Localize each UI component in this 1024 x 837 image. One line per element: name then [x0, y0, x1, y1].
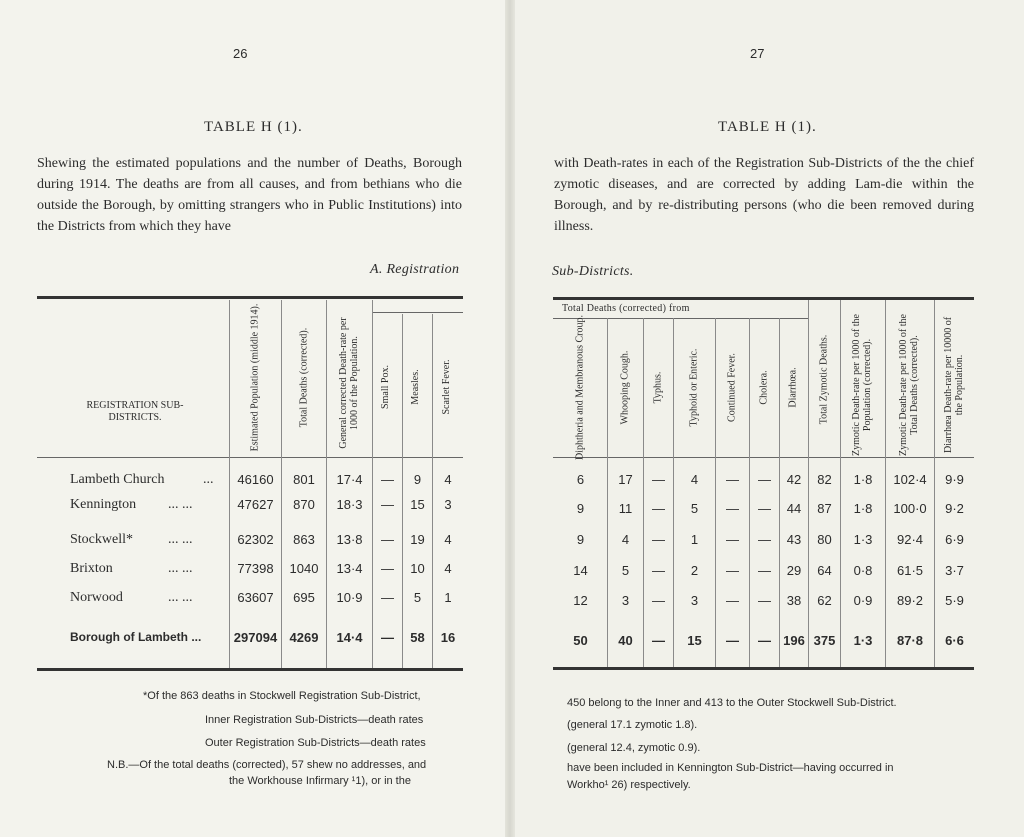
cell-population: 47627 [237, 497, 274, 512]
cell-zymotic-total-rate: 92·4 [896, 532, 924, 547]
cell-diphtheria: 9 [576, 501, 585, 516]
cell-scarlet: 3 [444, 497, 452, 512]
cell-zymotic-rate: 0·8 [853, 563, 873, 578]
district-name: Kennington [70, 497, 137, 512]
cell-diarrhoea-rate: 3·7 [945, 563, 964, 578]
cell-cholera: — [758, 472, 771, 487]
footnote-left-1: *Of the 863 deaths in Stockwell Registration Sub-District, [143, 690, 421, 702]
cell-measles: 19 [410, 532, 425, 547]
right-page [510, 0, 1024, 837]
cell-zymotic-total-rate: 87·8 [896, 633, 924, 648]
left-page [0, 0, 510, 837]
cell-measles: 5 [413, 590, 422, 605]
leader-dots: ... ... [168, 561, 193, 576]
cell-rate: 18·3 [336, 497, 363, 512]
cell-deaths: 801 [293, 472, 315, 487]
table-bottom-rule-left [37, 668, 463, 671]
header-diphtheria: Diphtheria and Membranous Croup. [574, 315, 586, 460]
district-name: Borough of Lambeth ... [70, 630, 202, 644]
cell-zymotic-total-rate: 89·2 [896, 593, 924, 608]
table-title-right: TABLE H (1). [718, 119, 817, 135]
cell-diarrhoea: 43 [786, 532, 802, 547]
header-small-pox: Small Pox. [380, 365, 391, 409]
header-diarrhoea-rate: Diarrhœa Death-rate per 10000 of the Population. [943, 316, 965, 454]
cell-typhus: — [652, 563, 665, 578]
cell-cholera: — [758, 593, 771, 608]
cell-diarrhoea-rate: 6·6 [945, 633, 964, 648]
cell-continued: — [726, 563, 739, 578]
header-districts: REGISTRATION SUB-DISTRICTS. [86, 400, 184, 423]
cell-deaths: 4269 [289, 630, 319, 645]
leader-dots: ... [203, 472, 214, 487]
cell-diphtheria: 50 [573, 633, 588, 648]
district-name: Norwood [70, 590, 123, 605]
col-sep [607, 318, 608, 667]
cell-small-pox: — [381, 561, 394, 576]
page-number-right: 27 [750, 46, 765, 61]
intro-right: with Death-rates in each of the Registration Sub-Districts of the the chief zymotic diseases, and are corrected by adding Lam-die within the Borough, and by re-distributing persons (who die been removed during illness. [554, 156, 974, 234]
col-sep [749, 318, 750, 667]
col-sep [673, 318, 674, 667]
book-gutter [505, 0, 515, 837]
cell-typhoid: 1 [690, 532, 699, 547]
footnote-right-4: have been included in Kennington Sub-District—having occurred in [567, 762, 894, 774]
cell-population: 46160 [237, 472, 274, 487]
cell-diarrhoea: 196 [783, 633, 805, 648]
cell-measles: 58 [410, 630, 425, 645]
table-bottom-rule-right [553, 667, 974, 670]
district-name: Lambeth Church [70, 472, 165, 487]
footnote-left-5: the Workhouse Infirmary ¹1), or in the [229, 775, 411, 787]
cell-typhus: — [652, 472, 665, 487]
cell-whooping: 40 [618, 633, 633, 648]
cell-deaths: 1040 [289, 561, 319, 576]
cell-measles: 9 [413, 472, 422, 487]
cell-population: 297094 [233, 630, 278, 645]
cell-small-pox: — [381, 630, 394, 645]
cell-continued: — [726, 472, 739, 487]
cell-total-zymotic: 80 [817, 532, 832, 547]
col-sep [402, 314, 403, 668]
cell-rate: 13·4 [336, 561, 363, 576]
col-sep [432, 314, 433, 668]
header-continued-fever: Continued Fever. [726, 353, 738, 422]
cell-total-zymotic: 62 [817, 593, 832, 608]
cell-scarlet: 16 [440, 630, 456, 645]
cell-diphtheria: 12 [573, 593, 588, 608]
district-name: Brixton [70, 561, 113, 576]
leader-dots: ... ... [168, 497, 193, 512]
header-scarlet-fever: Scarlet Fever. [441, 359, 452, 415]
cell-continued: — [726, 633, 739, 648]
cell-scarlet: 4 [444, 472, 452, 487]
header-total-deaths: Total Deaths (corrected). [298, 327, 310, 428]
cell-diphtheria: 9 [576, 532, 585, 547]
cell-zymotic-rate: 0·9 [853, 593, 873, 608]
cell-zymotic-total-rate: 61·5 [896, 563, 924, 578]
cell-diarrhoea: 29 [786, 563, 802, 578]
page-number-left: 26 [233, 46, 248, 61]
group-header-rule [553, 318, 808, 319]
cell-small-pox: — [381, 472, 394, 487]
cell-cholera: — [758, 633, 771, 648]
header-population: Estimated Population (middle 1914). [249, 303, 261, 452]
cell-whooping: 4 [621, 532, 630, 547]
cell-total-zymotic: 375 [813, 633, 836, 648]
cell-zymotic-total-rate: 102·4 [893, 472, 927, 487]
cell-typhus: — [652, 532, 665, 547]
cell-diarrhoea-rate: 6·9 [945, 532, 964, 547]
cell-zymotic-rate: 1·3 [853, 532, 873, 547]
cell-deaths: 863 [293, 532, 315, 547]
footnote-left-4: N.B.—Of the total deaths (corrected), 57 shew no addresses, and [107, 759, 427, 771]
district-name: Stockwell* [70, 532, 133, 547]
cell-typhus: — [652, 501, 665, 516]
cell-rate: 13·8 [336, 532, 363, 547]
leader-dots: ... ... [168, 532, 193, 547]
cell-deaths: 870 [293, 497, 315, 512]
intro-left: Shewing the estimated populations and the number of Deaths, Borough during 1914. The deaths are from all causes, and from bethians who die outside the Borough, by omitting strangers who in Public Institutions) into the Districts from which they have [37, 156, 462, 234]
cell-diarrhoea-rate: 5·9 [945, 593, 964, 608]
cell-whooping: 3 [621, 593, 630, 608]
header-measles: Measles. [410, 369, 421, 405]
header-bottom-rule-left [37, 457, 463, 458]
cell-population: 77398 [237, 561, 274, 576]
cell-diarrhoea: 44 [786, 501, 802, 516]
cell-diarrhoea: 38 [786, 593, 802, 608]
cell-total-zymotic: 87 [817, 501, 832, 516]
cell-zymotic-rate: 1·8 [853, 501, 873, 516]
cell-typhoid: 2 [690, 563, 699, 578]
footnote-right-1: 450 belong to the Inner and 413 to the Outer Stockwell Sub-District. [567, 697, 897, 709]
section-label-right: Sub-Districts. [552, 264, 634, 279]
cell-whooping: 17 [618, 472, 633, 487]
cell-whooping: 11 [618, 501, 633, 516]
cell-zymotic-rate: 1·3 [853, 633, 873, 648]
cell-total-zymotic: 64 [817, 563, 832, 578]
header-cholera: Cholera. [758, 370, 770, 405]
cell-cholera: — [758, 501, 771, 516]
cell-small-pox: — [381, 532, 394, 547]
cell-scarlet: 4 [444, 561, 452, 576]
footnote-left-3: Outer Registration Sub-Districts—death rates [205, 737, 426, 749]
cell-whooping: 5 [621, 563, 630, 578]
footnote-left-2: Inner Registration Sub-Districts—death rates [205, 714, 424, 726]
leader-dots: ... ... [168, 590, 193, 605]
cell-typhus: — [652, 593, 665, 608]
header-zymotic-rate: Zymotic Death-rate per 1000 of the Population (corrected). [851, 314, 873, 456]
section-label-left: A. Registration [370, 262, 460, 277]
cell-small-pox: — [381, 590, 394, 605]
footnote-right-5: Workho¹ 26) respectively. [567, 779, 691, 791]
cell-rate: 14·4 [336, 630, 363, 645]
footnote-right-3: (general 12.4, zymotic 0.9). [567, 742, 701, 754]
header-diarrhoea: Diarrhœa. [787, 367, 799, 408]
cell-population: 62302 [237, 532, 274, 547]
cell-measles: 10 [410, 561, 425, 576]
cell-zymotic-rate: 1·8 [853, 472, 873, 487]
footnote-right-2: (general 17.1 zymotic 1.8). [567, 719, 698, 731]
header-death-rate: General corrected Death-rate per 1000 of the Population. [338, 317, 360, 449]
cell-typhoid: 4 [690, 472, 699, 487]
cell-diarrhoea-rate: 9·2 [945, 501, 964, 516]
cell-continued: — [726, 501, 739, 516]
header-zymotic-total-rate: Zymotic Death-rate per 1000 of the Total Deaths (corrected). [898, 314, 920, 456]
cell-typhus: — [652, 633, 665, 648]
header-total-zymotic: Total Zymotic Deaths. [818, 334, 830, 425]
col-sep [715, 318, 716, 667]
cell-diarrhoea-rate: 9·9 [945, 472, 964, 487]
cell-diarrhoea: 42 [786, 472, 802, 487]
cell-continued: — [726, 532, 739, 547]
table-title-left: TABLE H (1). [204, 119, 303, 135]
cell-scarlet: 4 [444, 532, 452, 547]
disease-group-rule-left [372, 312, 463, 313]
cell-continued: — [726, 593, 739, 608]
cell-typhoid: 3 [690, 593, 699, 608]
cell-small-pox: — [381, 497, 394, 512]
cell-typhoid: 5 [690, 501, 699, 516]
cell-total-zymotic: 82 [817, 472, 832, 487]
cell-population: 63607 [237, 590, 274, 605]
cell-cholera: — [758, 532, 771, 547]
cell-diphtheria: 14 [573, 563, 588, 578]
cell-diphtheria: 6 [576, 472, 585, 487]
cell-zymotic-total-rate: 100·0 [893, 501, 927, 516]
cell-deaths: 695 [293, 590, 315, 605]
col-sep [779, 318, 780, 667]
table-top-rule-left [37, 296, 463, 299]
col-sep [643, 318, 644, 667]
header-typhus: Typhus. [652, 371, 664, 404]
group-header: Total Deaths (corrected) from [562, 303, 690, 314]
cell-typhoid: 15 [687, 633, 702, 648]
table-top-rule-right [553, 297, 974, 300]
header-typhoid: Typhoid or Enteric. [688, 348, 700, 427]
header-whooping-cough: Whooping Cough. [619, 350, 631, 425]
cell-measles: 15 [410, 497, 425, 512]
cell-rate: 10·9 [336, 590, 363, 605]
cell-cholera: — [758, 563, 771, 578]
cell-scarlet: 1 [444, 590, 452, 605]
cell-rate: 17·4 [336, 472, 363, 487]
